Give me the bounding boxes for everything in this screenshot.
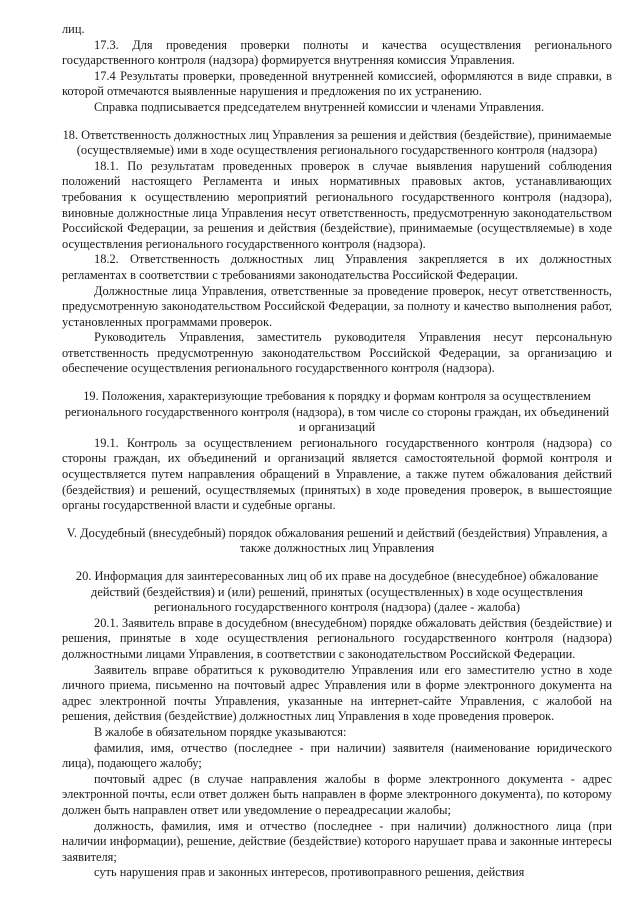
paragraph-20-1-right: Заявитель вправе обратиться к руководителю Управления или его заместителю устно в ходе личного приема, письменно на почтовый адрес Управления или в форме электронного документа на адрес электронной почты Управления, указанные на интернет-сайте Управления, с жалобой на решения, действия (бездействие) должностных лиц Управления в ходе проведения проверок. (62, 662, 612, 724)
paragraph-20-1-position: должность, фамилия, имя и отчество (последнее - при наличии) должностного лица (при наличии информации), решение, действие (бездействие) которого нарушает права и законные интересы заявителя; (62, 818, 612, 864)
paragraph-20-1-violation: суть нарушения прав и законных интересов, противоправного решения, действия (94, 865, 525, 880)
paragraph-18-2: 18.2. Ответственность должностных лиц Управления закрепляется в их должностных регламентах в соответствии с требованиями законодательства Российской Федерации. (62, 252, 612, 282)
paragraph-20-1-address: почтовый адрес (в случае направления жалобы в форме электронного документа - адрес электронной почты, если ответ должен быть направлен в форме электронного документа), по которому должен быть направлен ответ или уведомление о переадресации жалобы; (62, 771, 612, 817)
paragraph-18-2-officials: Должностные лица Управления, ответственные за проведение проверок, несут ответственность, предусмотренную законодательством Российской Федерации, за полноту и качество выполнения работ, установленных программами проверок. (62, 283, 612, 329)
paragraph-20-1-required: В жалобе в обязательном порядке указываются: (94, 724, 347, 739)
spacer (62, 377, 612, 389)
paragraph-19-1: 19.1. Контроль за осуществлением регионального государственного контроля (надзора) со стороны граждан, их объединений и организаций является самостоятельной формой контроля и осуществляется путем направления обращений в Управление, а также путем обжалования действий (бездействия) и решений, осуществляемых (принятых) в ходе проведения проверок, в вышестоящие органы государственной власти и судебные органы. (62, 435, 612, 513)
paragraph-17-4: 17.4 Результаты проверки, проведенной внутренней комиссией, оформляются в виде справки, в которой отмечаются выявленные нарушения и предложения по их устранению. (62, 68, 612, 99)
paragraph-18-1: 18.1. По результатам проведенных проверок в случае выявления нарушений соблюдения положений настоящего Регламента и иных нормативных правовых актов, устанавливающих требования к осуществлению мероприятий регионального государственного контроля (надзора), виновные должностные лица Управления несут ответственность, предусмотренную законодательством Российской Федерации, за решения и действия (бездействие), принимаемые (осуществляемые) в ходе осуществления регионального государственного контроля (надзора). (62, 158, 612, 251)
spacer (62, 557, 612, 569)
paragraph-20-1-name: фамилия, имя, отчество (последнее - при наличии) заявителя (наименование юридического лица), подающего жалобу; (62, 740, 612, 771)
spacer (62, 116, 612, 128)
paragraph-17-3: 17.3. Для проведения проверки полноты и качества осуществления регионального государственного контроля (надзора) формируется внутренняя комиссия Управления. (62, 37, 612, 68)
paragraph-20-1: 20.1. Заявитель вправе в досудебном (внесудебном) порядке обжаловать действия (бездействие) и решения, принятые в ходе осуществления регионального государственного контроля (надзора) должностными лицами Управления, в соответствии с законодательством Российской Федерации. (62, 615, 612, 661)
section-heading-18: 18. Ответственность должностных лиц Управления за решения и действия (бездействие), принимаемые (осуществляемые) ими в ходе осуществления регионального государственного контроля (надзора) (62, 127, 612, 158)
chapter-heading-V: V. Досудебный (внесудебный) порядок обжалования решений и действий (бездействия) Управления, а также должностных лиц Управления (66, 525, 608, 556)
section-heading-20: 20. Информация для заинтересованных лиц об их праве на досудебное (внесудебное) обжалование действий (бездействия) и (или) решений, принятых (осуществленных) в ходе осуществления регионального государственного контроля (надзора) (далее - жалоба) (75, 569, 599, 615)
section-heading-19: 19. Положения, характеризующие требования к порядку и формам контроля за осуществлением регионального государственного контроля (надзора), в том числе со стороны граждан, их объединений и организаций (64, 389, 610, 435)
spacer (62, 514, 612, 526)
paragraph-17-4-signature: Справка подписывается председателем внутренней комиссии и членами Управления. (94, 99, 545, 114)
paragraph-18-2-head: Руководитель Управления, заместитель руководителя Управления несут персональную ответственность предусмотренную законодательством Российской Федерации, за организацию и обеспечение осуществления регионального государственного контроля (надзора). (62, 330, 612, 376)
top-fragment: лиц. (62, 22, 85, 36)
